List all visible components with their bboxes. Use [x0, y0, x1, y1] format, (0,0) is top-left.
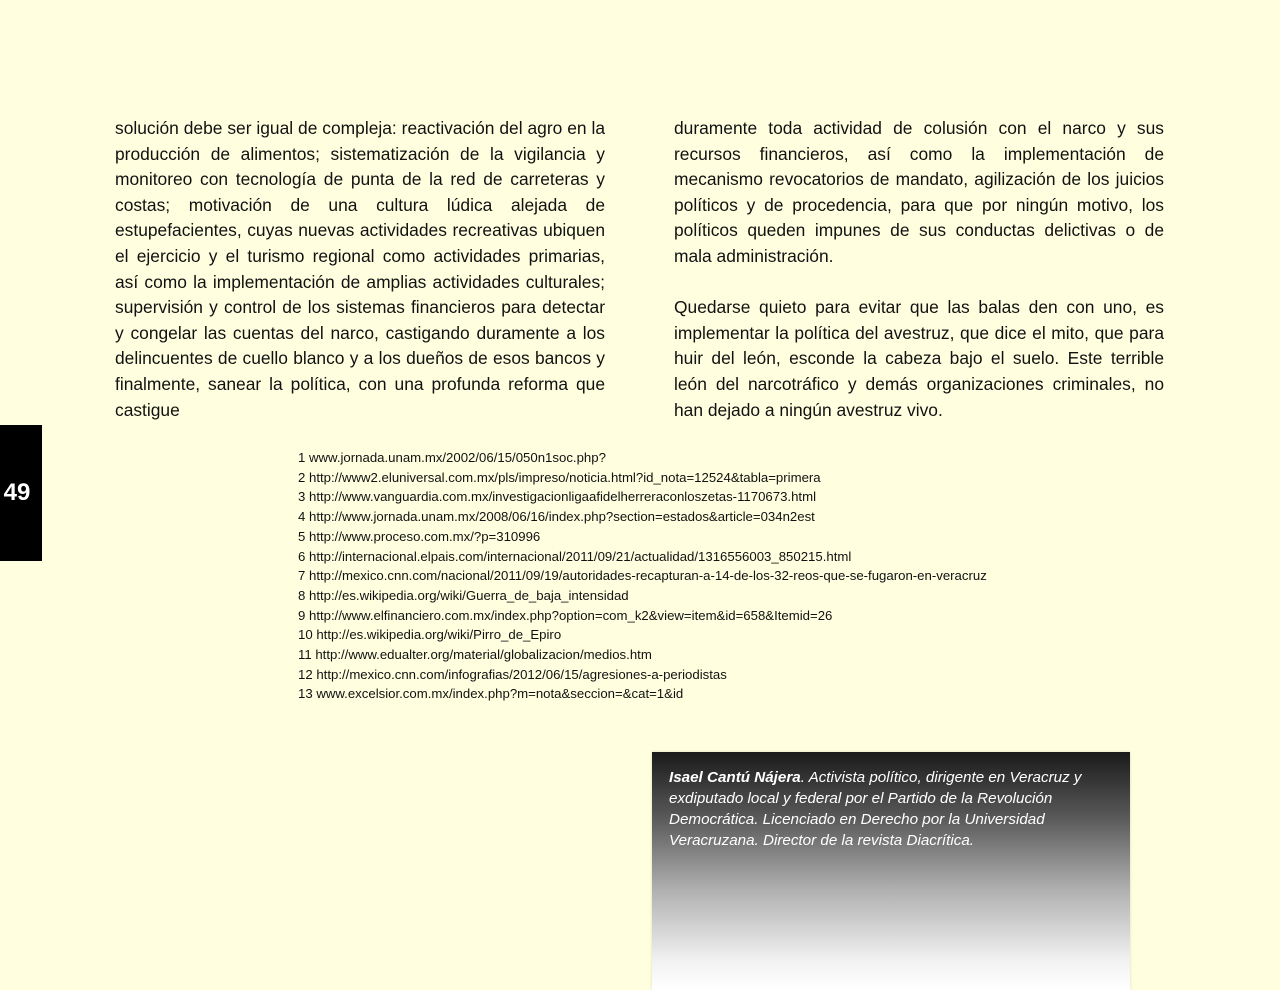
footnote-7: 7 http://mexico.cnn.com/nacional/2011/09/19/autoridades-recapturan-a-14-de-los-32-reos-que-se-fugaron-en-veracruz — [298, 568, 987, 584]
footnote-1: 1 www.jornada.unam.mx/2002/06/15/050n1soc.php? — [298, 450, 606, 465]
footnote-10: 10 http://es.wikipedia.org/wiki/Pirro_de_Epiro — [298, 627, 562, 643]
footnote-3: 3 http://www.vanguardia.com.mx/investigacionligaafidelherreraconloszetas-1170673.html — [298, 489, 817, 505]
footnote-5: 5 http://www.proceso.com.mx/?p=310996 — [298, 528, 541, 544]
right-column — [674, 116, 1164, 423]
footnote-9: 9 http://www.elfinanciero.com.mx/index.php?option=com_k2&view=item&id=658&Itemid=26 — [298, 607, 833, 623]
left-column — [115, 116, 605, 423]
author-name: Isael Cantú Nájera — [669, 769, 801, 786]
footnotes-list — [298, 448, 987, 704]
footnote-4: 4 http://www.jornada.unam.mx/2008/06/16/index.php?section=estados&article=034n2est — [298, 509, 815, 525]
footnote-13: 13 www.excelsior.com.mx/index.php?m=nota&seccion=&cat=1&id — [298, 686, 684, 702]
left-column-paragraph: solución debe ser igual de compleja: reactivación del agro en la producción de alimentos; sistematización de la vigilancia y monitoreo con tecnología de punta de la red de carreteras y costas; motivación de una cultura lúdica alejada de estupefacientes, cuyas nuevas actividades recreativas ubiquen el ejercicio y el turismo regional como actividades primarias, así como la implementación de amplias actividades culturales; supervisión y control de los sistemas financieros para detectar y congelar las cuentas del narco, castigando duramente a los delincuentes de cuello blanco y a los dueños de esos bancos y finalmente, sanear la política, con una profunda reforma que castigue — [115, 118, 605, 420]
footnote-2: 2 http://www2.eluniversal.com.mx/pls/impreso/noticia.html?id_nota=12524&tabla=primera — [298, 469, 821, 485]
author-bio — [669, 767, 1114, 851]
author-bio-box — [652, 752, 1130, 990]
right-column-paragraph-1: duramente toda actividad de colusión con el narco y sus recursos financieros, así como la implementación de mecanismo revocatorios de mandato, agilización de los juicios políticos y de procedencia, para que por ningún motivo, los políticos queden impunes de sus conductas delictivas o de mala administración. — [674, 118, 1164, 266]
right-column-paragraph-2: Quedarse quieto para evitar que las balas den con uno, es implementar la política del avestruz, que dice el mito, que para huir del león, esconde la cabeza bajo el suelo. Este terrible león del narcotráfico y demás organizaciones criminales, no han dejado a ningún avestruz vivo. — [674, 297, 1164, 420]
footnote-6: 6 http://internacional.elpais.com/internacional/2011/09/21/actualidad/1316556003_850215.html — [298, 548, 852, 564]
author-description: . Activista político, dirigente en Veracruz y exdiputado local y federal por el Partido de la Revolución Democrática. Licenciado en Derecho por la Universidad Veracruzana. Director de la revista Diacrítica. — [669, 769, 1082, 849]
footnote-11: 11 http://www.edualter.org/material/globalizacion/medios.htm — [298, 647, 652, 663]
page-number-tab — [0, 425, 42, 561]
footnote-12: 12 http://mexico.cnn.com/infografias/2012/06/15/agresiones-a-periodistas — [298, 666, 727, 682]
footnote-8: 8 http://es.wikipedia.org/wiki/Guerra_de_baja_intensidad — [298, 587, 629, 603]
page-number: 49 — [3, 479, 31, 506]
